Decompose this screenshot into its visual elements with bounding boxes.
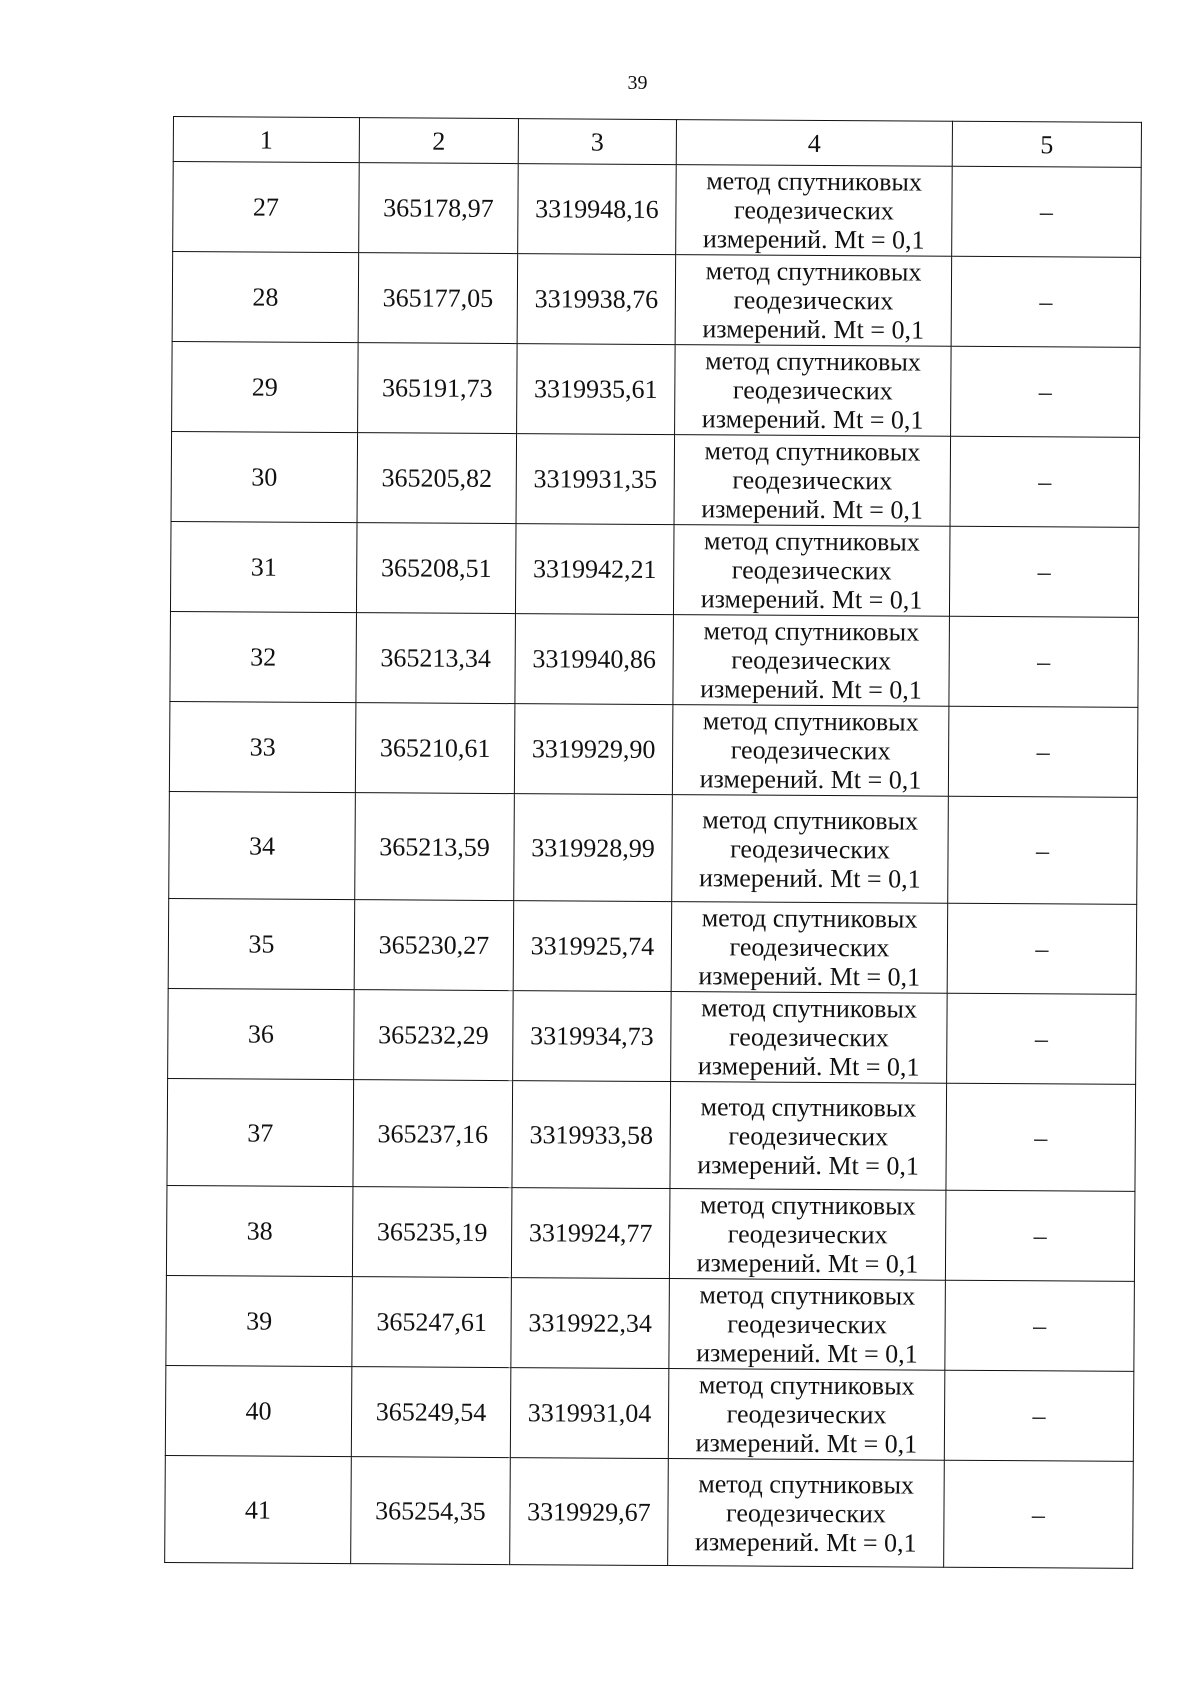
y-coordinate-cell: 3319934,73 — [513, 991, 672, 1082]
y-coordinate-cell: 3319935,61 — [517, 344, 676, 435]
method-cell — [669, 1279, 946, 1371]
table-row — [167, 1078, 1136, 1191]
method-line: метод спутниковых — [700, 1091, 917, 1123]
method-line: метод спутниковых — [704, 436, 921, 467]
method-line: метод спутниковых — [701, 993, 917, 1024]
method-line: измерений. Mt = 0,1 — [701, 494, 923, 525]
point-number-cell: 32 — [170, 611, 357, 702]
point-number-cell: 33 — [169, 701, 356, 792]
note-cell: – — [949, 616, 1139, 707]
column-header-2: 2 — [359, 118, 518, 164]
table-row — [169, 701, 1138, 797]
page-number: 39 — [627, 72, 648, 94]
y-coordinate-cell: 3319931,35 — [516, 434, 675, 525]
method-cell — [671, 992, 948, 1084]
point-number-cell: 27 — [173, 162, 360, 253]
point-number-cell: 39 — [166, 1275, 353, 1366]
note-cell: – — [946, 1083, 1136, 1191]
note-cell: – — [944, 1460, 1134, 1568]
y-coordinate-cell: 3319925,74 — [513, 901, 672, 992]
method-line: метод спутниковых — [703, 616, 920, 647]
method-line: измерений. Mt = 0,1 — [702, 224, 925, 255]
column-header-5: 5 — [952, 121, 1141, 167]
method-cell — [673, 615, 950, 707]
method-line: метод спутниковых — [705, 346, 921, 377]
method-line: геодезических — [731, 555, 892, 586]
method-cell — [672, 795, 949, 904]
table-row — [172, 341, 1141, 437]
table-row — [165, 1455, 1134, 1568]
method-line: метод спутниковых — [705, 256, 922, 287]
column-header-4: 4 — [676, 120, 952, 167]
point-number-cell: 35 — [168, 898, 355, 989]
y-coordinate-cell: 3319922,34 — [511, 1278, 670, 1369]
point-number-cell: 36 — [168, 988, 355, 1079]
table-row — [170, 521, 1139, 617]
x-coordinate-cell: 365254,35 — [351, 1457, 511, 1565]
method-line: измерений. Mt = 0,1 — [700, 584, 923, 615]
method-line: геодезических — [729, 932, 890, 963]
x-coordinate-cell: 365249,54 — [351, 1367, 511, 1458]
x-coordinate-cell: 365247,61 — [352, 1277, 512, 1368]
x-coordinate-cell: 365205,82 — [357, 433, 517, 524]
method-line: метод спутниковых — [702, 804, 919, 836]
method-cell — [674, 435, 951, 527]
x-coordinate-cell: 365210,61 — [355, 703, 515, 794]
point-number-cell: 41 — [165, 1455, 352, 1563]
method-line: метод спутниковых — [698, 1370, 915, 1401]
method-line: измерений. Mt = 0,1 — [696, 1338, 918, 1369]
table-row — [169, 791, 1138, 904]
method-cell — [676, 165, 953, 257]
method-line: метод спутниковых — [699, 1190, 916, 1221]
y-coordinate-cell: 3319929,67 — [510, 1458, 669, 1566]
method-line: измерений. Mt = 0,1 — [698, 961, 921, 992]
method-cell — [672, 705, 949, 797]
x-coordinate-cell: 365237,16 — [353, 1080, 513, 1188]
method-line: измерений. Mt = 0,1 — [695, 1428, 918, 1459]
point-number-cell: 31 — [170, 521, 357, 612]
note-cell: – — [945, 1190, 1135, 1281]
point-number-cell: 30 — [171, 431, 358, 522]
table-row — [170, 611, 1139, 707]
method-line: геодезических — [728, 1120, 889, 1151]
method-cell — [669, 1189, 946, 1281]
y-coordinate-cell: 3319929,90 — [514, 704, 673, 795]
method-line: метод спутниковых — [703, 526, 920, 557]
x-coordinate-cell: 365235,19 — [352, 1187, 512, 1278]
point-number-cell: 28 — [172, 252, 359, 343]
table-row — [168, 898, 1137, 994]
y-coordinate-cell: 3319938,76 — [517, 254, 676, 345]
note-cell: – — [949, 526, 1139, 617]
method-line: измерений. Mt = 0,1 — [701, 404, 924, 435]
method-line: измерений. Mt = 0,1 — [694, 1526, 917, 1558]
point-number-cell: 29 — [172, 341, 359, 432]
note-cell: – — [950, 436, 1140, 527]
method-line: измерений. Mt = 0,1 — [697, 1149, 919, 1181]
table-row — [168, 988, 1137, 1084]
point-number-cell: 34 — [169, 791, 356, 899]
method-cell — [675, 255, 952, 347]
method-line: измерений. Mt = 0,1 — [699, 764, 922, 795]
method-line: измерений. Mt = 0,1 — [697, 1051, 920, 1082]
y-coordinate-cell: 3319948,16 — [518, 164, 677, 255]
note-cell: – — [952, 166, 1142, 257]
x-coordinate-cell: 365232,29 — [354, 990, 514, 1081]
method-line: геодезических — [727, 1219, 888, 1250]
method-line: геодезических — [732, 375, 893, 406]
point-number-cell: 40 — [165, 1365, 352, 1456]
point-number-cell: 37 — [167, 1078, 354, 1186]
method-line: метод спутниковых — [706, 166, 923, 197]
method-line: измерений. Mt = 0,1 — [702, 314, 925, 345]
x-coordinate-cell: 365208,51 — [356, 523, 516, 614]
method-cell — [670, 1082, 947, 1191]
table-header-row — [173, 117, 1141, 168]
method-cell — [671, 902, 948, 994]
method-line: геодезических — [733, 195, 894, 226]
method-line: метод спутниковых — [699, 1280, 916, 1311]
x-coordinate-cell: 365230,27 — [354, 900, 514, 991]
coordinates-table — [164, 116, 1142, 1569]
table-body — [165, 162, 1142, 1569]
table-row — [173, 162, 1142, 258]
method-line: геодезических — [726, 1497, 886, 1528]
table-row — [165, 1365, 1134, 1461]
method-line: геодезических — [726, 1399, 887, 1430]
y-coordinate-cell: 3319924,77 — [511, 1188, 670, 1279]
note-cell: – — [948, 796, 1138, 904]
method-line: метод спутниковых — [698, 1468, 915, 1500]
method-cell — [673, 525, 950, 617]
note-cell: – — [944, 1370, 1134, 1461]
x-coordinate-cell: 365178,97 — [359, 163, 519, 254]
y-coordinate-cell: 3319928,99 — [514, 794, 673, 902]
method-line: геодезических — [730, 735, 891, 766]
method-line: метод спутниковых — [702, 706, 919, 737]
method-line: геодезических — [731, 645, 892, 676]
y-coordinate-cell: 3319933,58 — [512, 1081, 671, 1189]
method-line: геодезических — [733, 285, 894, 316]
y-coordinate-cell: 3319940,86 — [515, 614, 674, 705]
note-cell: – — [947, 903, 1137, 994]
note-cell: – — [947, 993, 1137, 1084]
column-header-3: 3 — [518, 119, 676, 165]
note-cell: – — [951, 256, 1141, 347]
x-coordinate-cell: 365213,34 — [356, 613, 516, 704]
method-line: геодезических — [728, 1022, 889, 1053]
x-coordinate-cell: 365191,73 — [358, 343, 518, 434]
note-cell: – — [945, 1280, 1135, 1371]
table-row — [172, 252, 1141, 348]
method-line: метод спутниковых — [701, 903, 918, 934]
method-line: геодезических — [730, 833, 890, 864]
method-cell — [668, 1369, 945, 1461]
method-line: измерений. Mt = 0,1 — [696, 1248, 919, 1279]
note-cell: – — [948, 706, 1138, 797]
method-line: измерений. Mt = 0,1 — [700, 674, 922, 705]
note-cell: – — [951, 346, 1141, 437]
method-line: измерений. Mt = 0,1 — [698, 862, 921, 894]
table-row — [166, 1275, 1135, 1371]
x-coordinate-cell: 365177,05 — [358, 253, 518, 344]
method-line: геодезических — [732, 465, 893, 496]
method-line: геодезических — [727, 1309, 888, 1340]
column-header-1: 1 — [173, 117, 359, 163]
y-coordinate-cell: 3319942,21 — [515, 524, 674, 615]
x-coordinate-cell: 365213,59 — [355, 793, 515, 901]
method-cell — [668, 1459, 945, 1568]
method-cell — [675, 345, 952, 437]
y-coordinate-cell: 3319931,04 — [510, 1368, 669, 1459]
table-row — [171, 431, 1140, 527]
point-number-cell: 38 — [166, 1185, 353, 1276]
table-row — [166, 1185, 1135, 1281]
